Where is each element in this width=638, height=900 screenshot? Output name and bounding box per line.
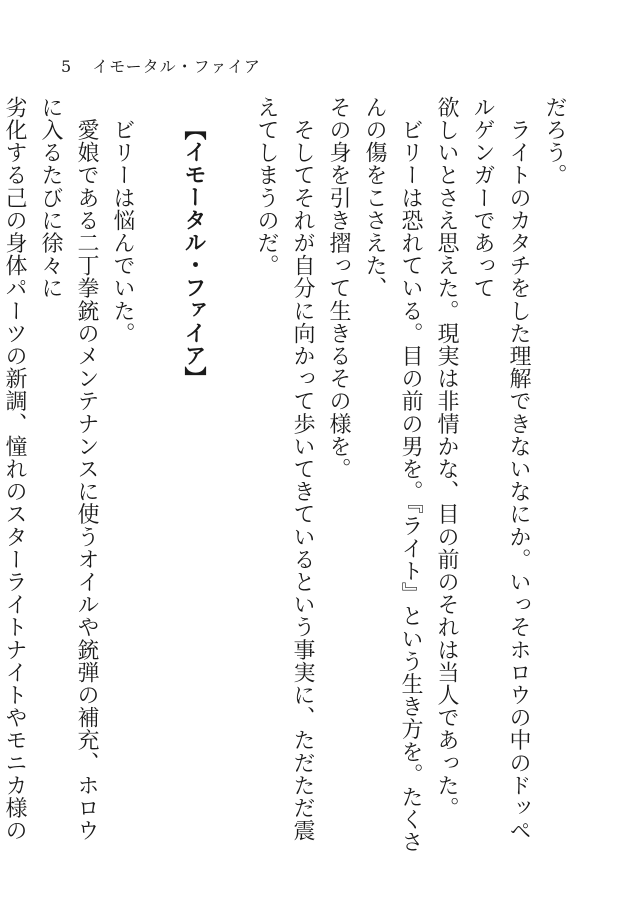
running-header [61,54,261,77]
text-line: そしてそれが自分に向かって歩いてきているという事実に、ただただ震えてしまうのだ。 [254,96,315,842]
text-line: 欲しいとさえ思えた。現実は非情かな、目の前のそれは当人であった。 [434,96,459,820]
section-heading: 【イモータル・ファイア】 [181,118,207,390]
blank-line [140,96,176,856]
text-line: その身を引き摺って生きるその様を。 [326,96,351,481]
text-line: だろう。 [542,96,567,187]
text-line: 劣化する己の身体パーツの新調、憧れのスターライトナイトやモニカ様の [2,96,27,842]
text-line: ビリーは恐れている。目の前の男を。『ライト』という生き方を。たくさんの傷をこさえた、 [362,96,423,854]
vertical-text-body [2,96,572,856]
text-line: ビリーは悩んでいた。 [110,96,135,345]
text-line: ライトのカタチをした理解できないなにか。いっそホロウの中のドッペルゲンガーであって [470,96,531,842]
blank-line [212,96,248,856]
page-number: 5 [61,57,73,76]
text-line: 愛娘である二丁拳銃のメンテナンスに使うオイルや銃弾の補充、ホロウに入るたびに徐々に [38,96,99,842]
running-title: イモータル・ファイア [92,57,261,76]
